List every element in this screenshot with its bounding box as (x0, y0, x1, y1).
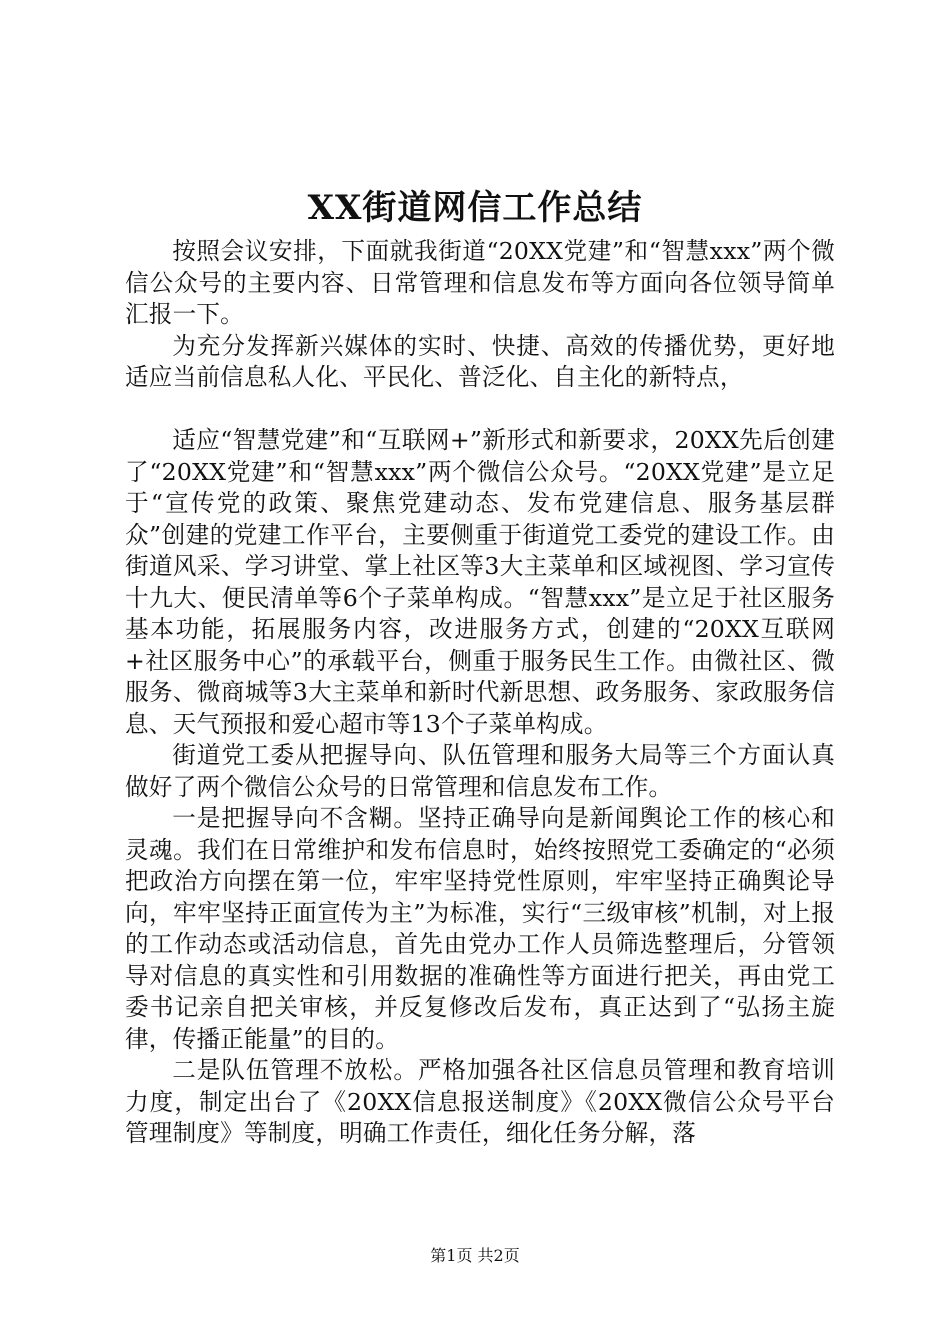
paragraph-platforms: 适应“智慧党建”和“互联网+”新形式和新要求，20XX先后创建了“20XX党建”和“智慧xxx”两个微信公众号。“20XX党建”是立足于“宣传党的政策、聚焦党建动态、发布党建信息、服务基层群众”创建的党建工作平台，主要侧重于街道党工委党的建设工作。由街道风采、学习讲堂、掌上社区等3大主菜单和区域视图、学习宣传十九大、便民清单等6个子菜单构成。“智慧xxx”是立足于社区服务基本功能，拓展服务内容，改进服务方式，创建的“20XX互联网+社区服务中心”的承载平台，侧重于服务民生工作。由微社区、微服务、微商城等3大主菜单和新时代新思想、政务服务、家政服务信息、天气预报和爱心超市等13个子菜单构成。 (125, 426, 835, 738)
document-body (125, 236, 835, 1150)
paragraph-intro: 按照会议安排，下面就我街道“20XX党建”和“智慧xxx”两个微信公众号的主要内容、日常管理和信息发布等方面向各位领导简单汇报一下。 (125, 237, 835, 328)
paragraph-purpose: 为充分发挥新兴媒体的实时、快捷、高效的传播优势，更好地适应当前信息私人化、平民化、普泛化、自主化的新特点， (125, 331, 835, 391)
paragraph-team-management: 二是队伍管理不放松。严格加强各社区信息员管理和教育培训力度，制定出台了《20XX信息报送制度》《20XX微信公众号平台管理制度》等制度，明确工作责任，细化任务分解，落 (125, 1056, 835, 1147)
paragraph-management-overview: 街道党工委从把握导向、队伍管理和服务大局等三个方面认真做好了两个微信公众号的日常管理和信息发布工作。 (125, 741, 835, 801)
document-title: XX街道网信工作总结 (307, 188, 643, 228)
paragraph-guidance: 一是把握导向不含糊。坚持正确导向是新闻舆论工作的核心和灵魂。我们在日常维护和发布信息时，始终按照党工委确定的“必须把政治方向摆在第一位，牢牢坚持党性原则，牢牢坚持正确舆论导向，牢牢坚持正面宣传为主”为标准，实行“三级审核”机制，对上报的工作动态或活动信息，首先由党办工作人员筛选整理后，分管领导对信息的真实性和引用数据的准确性等方面进行把关，再由党工委书记亲自把关审核，并反复修改后发布，真正达到了“弘扬主旋律，传播正能量”的目的。 (125, 804, 835, 1053)
page-footer: 第1页 共2页 (430, 1246, 520, 1265)
